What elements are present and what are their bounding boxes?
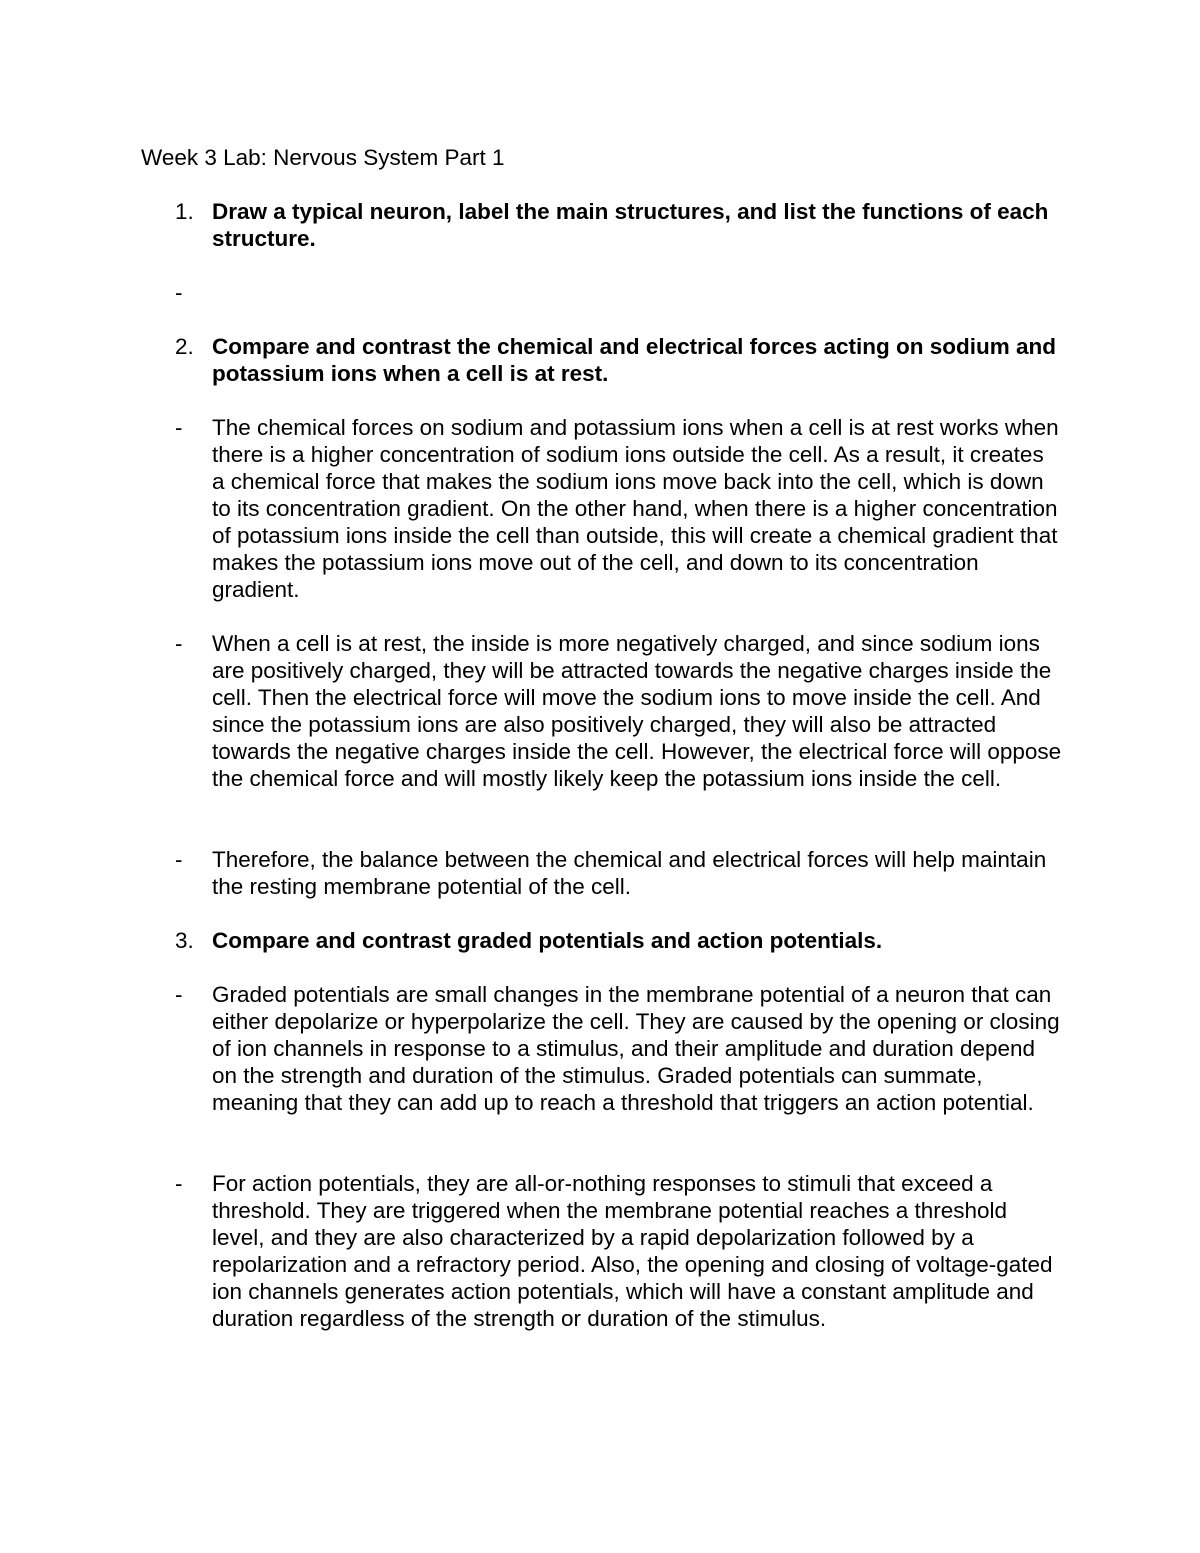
question-1 bbox=[175, 198, 1075, 252]
question-text: Compare and contrast the chemical and electrical forces acting on sodium and potassium ions when a cell is at rest. bbox=[212, 334, 1056, 386]
question-text: Compare and contrast graded potentials and action potentials. bbox=[212, 928, 883, 953]
answer-3-2 bbox=[175, 1170, 1075, 1332]
question-number: 3. bbox=[175, 928, 194, 953]
question-number: 1. bbox=[175, 199, 194, 224]
bullet-dash: - bbox=[175, 415, 183, 440]
question-3 bbox=[175, 927, 1075, 954]
answer-2-2 bbox=[175, 630, 1075, 792]
bullet-dash: - bbox=[175, 280, 183, 305]
answer-2-1 bbox=[175, 414, 1075, 603]
answer-text: Graded potentials are small changes in the membrane potential of a neuron that can either depolarize or hyperpolarize the cell. They are caused by the opening or closing of ion channels in response to a stimulus, and their amplitude and duration depend on the strength and duration of the stimulus. Graded potentials can summate, meaning that they can add up to reach a threshold that triggers an action potential. bbox=[212, 982, 1060, 1115]
question-2 bbox=[175, 333, 1075, 387]
bullet-dash: - bbox=[175, 1171, 183, 1196]
bullet-dash: - bbox=[175, 982, 183, 1007]
answer-text: Therefore, the balance between the chemical and electrical forces will help maintain the resting membrane potential of the cell. bbox=[212, 847, 1047, 899]
question-number: 2. bbox=[175, 334, 194, 359]
bullet-dash: - bbox=[175, 631, 183, 656]
answer-2-3 bbox=[175, 846, 1075, 900]
document-title: Week 3 Lab: Nervous System Part 1 bbox=[141, 145, 505, 170]
bullet-dash: - bbox=[175, 847, 183, 872]
answer-text: When a cell is at rest, the inside is more negatively charged, and since sodium ions are positively charged, they will be attracted towards the negative charges inside the cell. Then the electrical force will move the sodium ions to move inside the cell. And since the potassium ions are also positively charged, they will also be attracted towards the negative charges inside the cell. However, the electrical force will oppose the chemical force and will mostly likely keep the potassium ions inside the cell. bbox=[212, 631, 1062, 791]
question-text: Draw a typical neuron, label the main structures, and list the functions of each structure. bbox=[212, 199, 1049, 251]
answer-text: The chemical forces on sodium and potassium ions when a cell is at rest works when there is a higher concentration of sodium ions outside the cell. As a result, it creates a chemical force that makes the sodium ions move back into the cell, which is down to its concentration gradient. On the other hand, when there is a higher concentration of potassium ions inside the cell than outside, this will create a chemical gradient that makes the potassium ions move out of the cell, and down to its concentration gradient. bbox=[212, 415, 1059, 602]
answer-3-1 bbox=[175, 981, 1075, 1116]
answer-text: For action potentials, they are all-or-nothing responses to stimuli that exceed a threshold. They are triggered when the membrane potential reaches a threshold level, and they are also characterized by a rapid depolarization followed by a repolarization and a refractory period. Also, the opening and closing of voltage-gated ion channels generates action potentials, which will have a constant amplitude and duration regardless of the strength or duration of the stimulus. bbox=[212, 1171, 1053, 1331]
